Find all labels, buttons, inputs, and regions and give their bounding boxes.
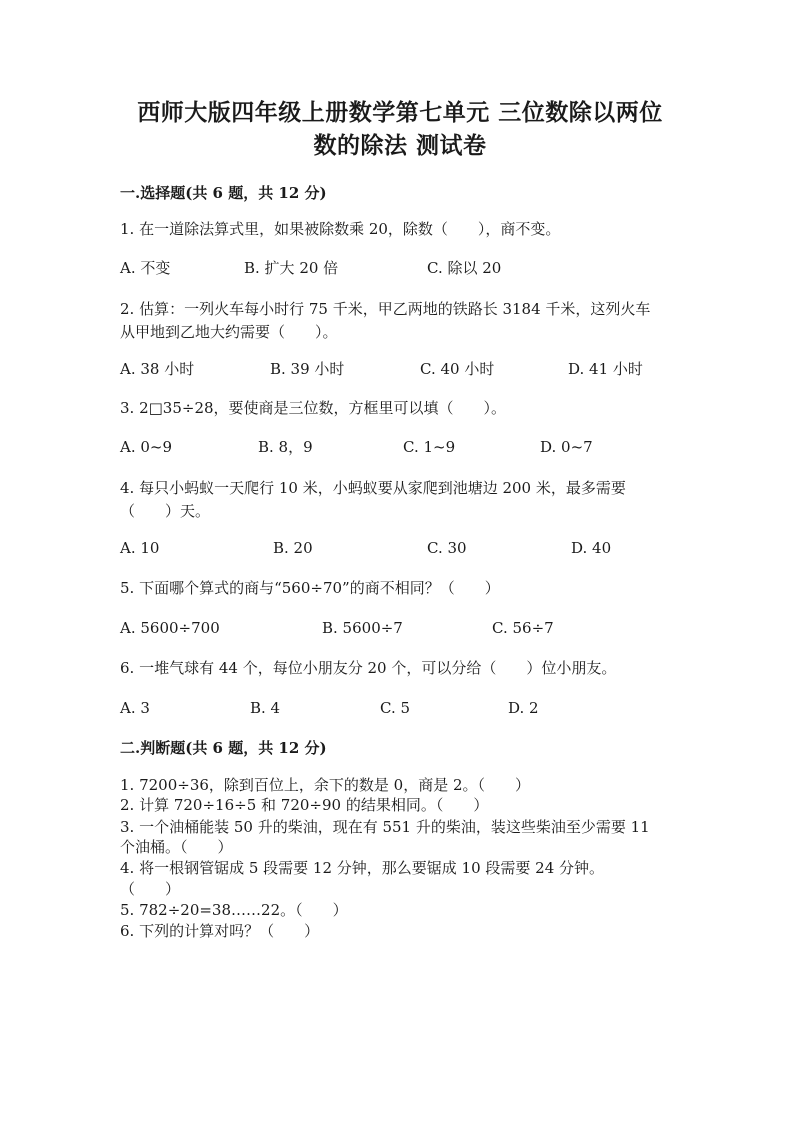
judgement-4-line-1: 4. 将一根钢管锯成 5 段需要 12 分钟，那么要锯成 10 段需要 24 分钟。 — [120, 859, 605, 877]
judgement-5: 5. 782÷20=38……22。（ ） — [120, 901, 348, 919]
question-2-option-d: D. 41 小时 — [568, 360, 643, 378]
question-4-option-a: A. 10 — [120, 539, 160, 557]
question-4-option-c: C. 30 — [427, 539, 467, 557]
question-2-line-1: 2. 估算：一列火车每小时行 75 千米，甲乙两地的铁路长 3184 千米，这列火车 — [120, 300, 651, 318]
question-2-option-a: A. 38 小时 — [120, 360, 195, 378]
question-1: 1. 在一道除法算式里，如果被除数乘 20，除数（ ），商不变。 — [120, 220, 561, 238]
question-3-option-b: B. 8，9 — [258, 438, 313, 456]
question-5-option-a: A. 5600÷700 — [120, 619, 220, 637]
question-1-option-c: C. 除以 20 — [427, 259, 502, 277]
question-1-option-a: A. 不变 — [120, 259, 171, 277]
page-title-line-1: 西师大版四年级上册数学第七单元 三位数除以两位 — [137, 99, 663, 126]
judgement-1: 1. 7200÷36，除到百位上，余下的数是 0，商是 2。（ ） — [120, 776, 531, 794]
question-4-option-d: D. 40 — [571, 539, 612, 557]
question-4 — [120, 477, 680, 523]
question-6-option-a: A. 3 — [120, 699, 150, 717]
question-3-option-a: A. 0~9 — [120, 438, 173, 456]
question-4-option-b: B. 20 — [273, 539, 313, 557]
judgement-6: 6. 下列的计算对吗？（ ） — [120, 922, 320, 940]
question-6-option-c: C. 5 — [380, 699, 411, 717]
question-3-option-d: D. 0~7 — [540, 438, 593, 456]
question-4-line-1: 4. 每只小蚂蚁一天爬行 10 米，小蚂蚁要从家爬到池塘边 200 米，最多需要 — [120, 479, 626, 497]
question-6: 6. 一堆气球有 44 个，每位小朋友分 20 个，可以分给（ ）位小朋友。 — [120, 659, 617, 677]
section-heading-choice: 一.选择题(共 6 题，共 12 分) — [120, 184, 327, 202]
page-title-line-2: 数的除法 测试卷 — [313, 132, 487, 159]
question-3-option-c: C. 1~9 — [403, 438, 456, 456]
judgement-2: 2. 计算 720÷16÷5 和 720÷90 的结果相同。（ ） — [120, 796, 489, 814]
question-5-option-b: B. 5600÷7 — [322, 619, 403, 637]
question-2-option-c: C. 40 小时 — [420, 360, 495, 378]
question-2-line-2: 从甲地到乙地大约需要（ ）。 — [120, 323, 338, 341]
judgement-3-line-2: 个油桶。（ ） — [120, 838, 233, 856]
question-1-option-b: B. 扩大 20 倍 — [244, 259, 339, 277]
page-title — [0, 96, 800, 162]
question-6-option-b: B. 4 — [250, 699, 281, 717]
question-5-option-c: C. 56÷7 — [492, 619, 554, 637]
section-heading-judgement: 二.判断题(共 6 题，共 12 分) — [120, 739, 327, 757]
judgement-4-line-2: （ ） — [120, 880, 181, 898]
question-3: 3. 2□35÷28，要使商是三位数，方框里可以填（ ）。 — [120, 399, 507, 417]
question-2 — [120, 298, 680, 344]
question-6-option-d: D. 2 — [508, 699, 539, 717]
question-5: 5. 下面哪个算式的商与“560÷70”的商不相同？（ ） — [120, 579, 500, 597]
question-2-option-b: B. 39 小时 — [270, 360, 345, 378]
question-4-line-2: （ ）天。 — [120, 502, 211, 520]
judgement-3-line-1: 3. 一个油桶能装 50 升的柴油，现在有 551 升的柴油，装这些柴油至少需要 11 — [120, 818, 650, 836]
